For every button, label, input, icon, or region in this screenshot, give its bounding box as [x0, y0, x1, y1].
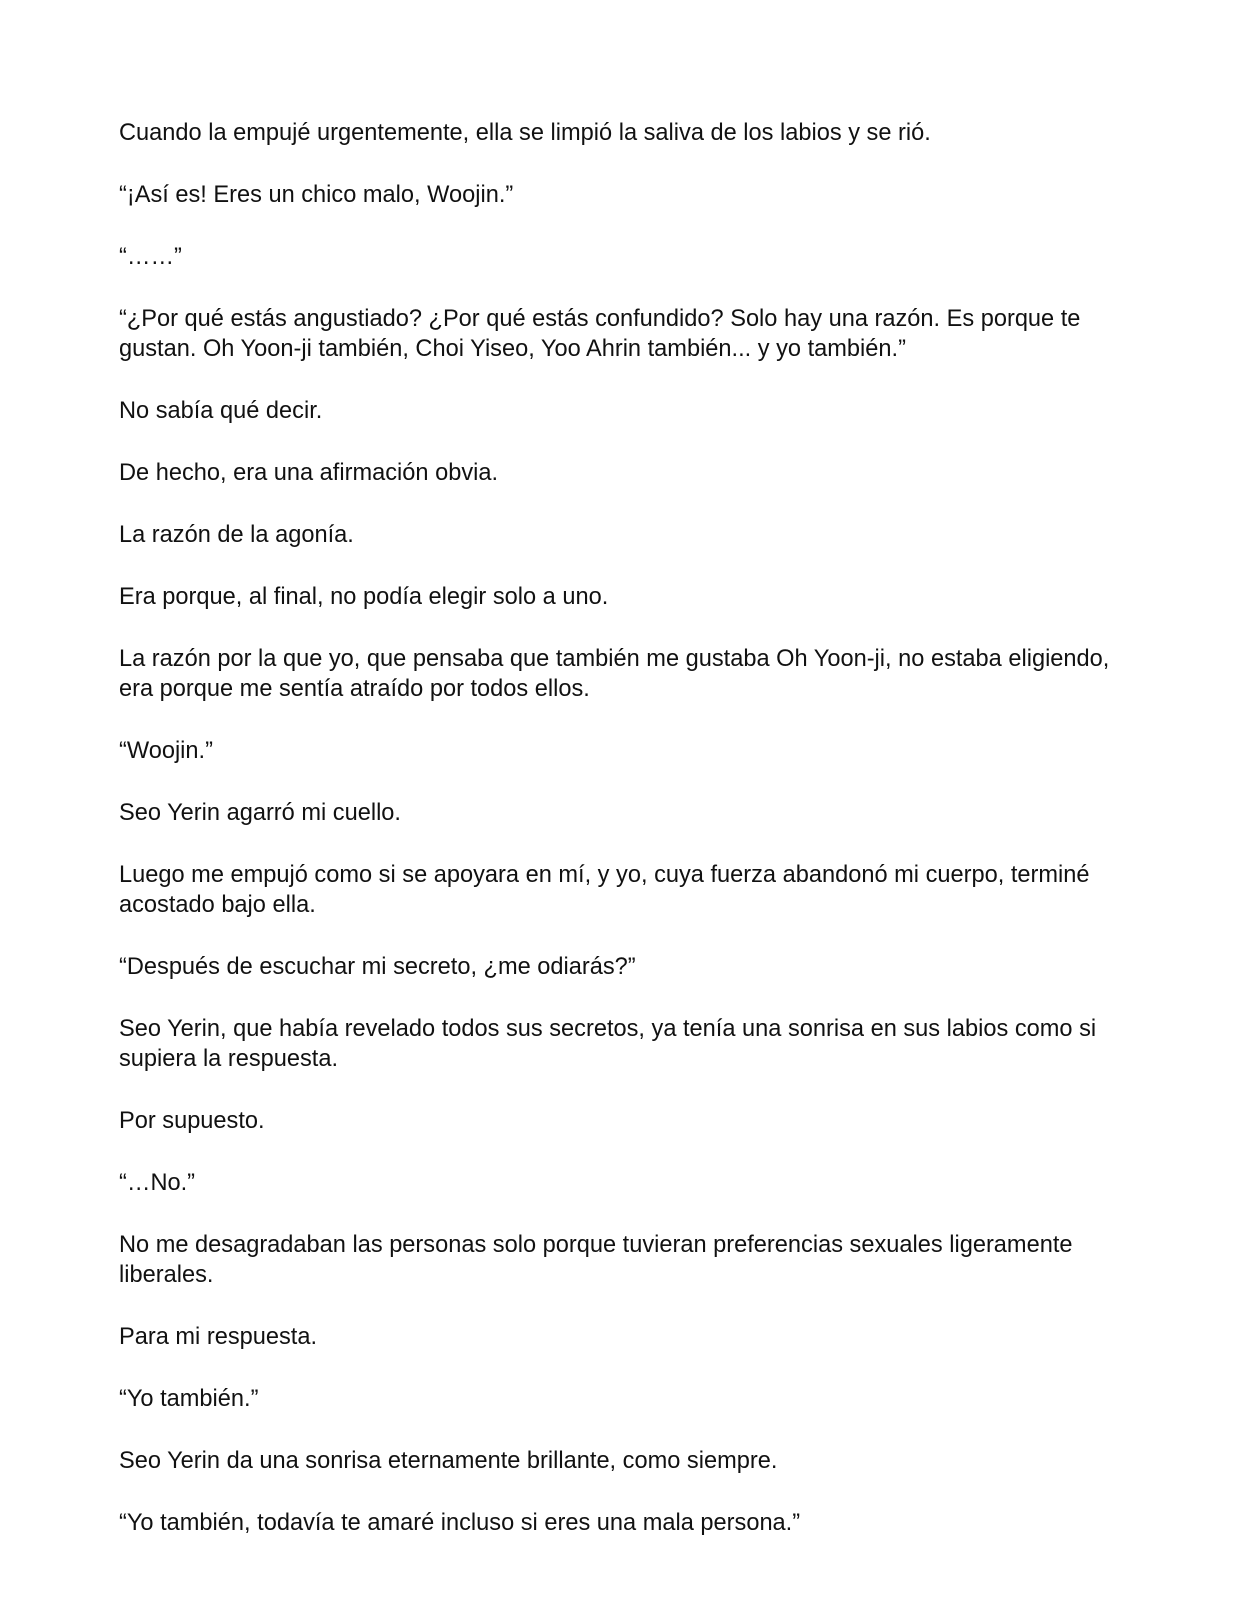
paragraph: Seo Yerin, que había revelado todos sus secretos, ya tenía una sonrisa en sus labios como si supiera la respuesta. [119, 1016, 1097, 1072]
paragraph: De hecho, era una afirmación obvia. [119, 460, 499, 486]
paragraph: Cuando la empujé urgentemente, ella se limpió la saliva de los labios y se rió. [119, 120, 931, 146]
paragraph: “Yo también.” [119, 1386, 259, 1412]
paragraph: Seo Yerin agarró mi cuello. [119, 800, 401, 826]
paragraph: “¡Así es! Eres un chico malo, Woojin.” [119, 182, 514, 208]
paragraph: No me desagradaban las personas solo porque tuvieran preferencias sexuales ligeramente liberales. [119, 1232, 1073, 1288]
paragraph: “Woojin.” [119, 738, 213, 764]
paragraph: Para mi respuesta. [119, 1324, 318, 1350]
paragraph: “……” [119, 244, 182, 270]
paragraph: Luego me empujó como si se apoyara en mí, y yo, cuya fuerza abandonó mi cuerpo, terminé acostado bajo ella. [119, 862, 1090, 918]
paragraph: No sabía qué decir. [119, 398, 323, 424]
body-text [119, 118, 1129, 1570]
paragraph: “Yo también, todavía te amaré incluso si eres una mala persona.” [119, 1510, 801, 1536]
paragraph: “¿Por qué estás angustiado? ¿Por qué estás confundido? Solo hay una razón. Es porque te gustan. Oh Yoon-ji también, Choi Yiseo, Yoo Ahrin también... y yo también.” [119, 306, 1081, 362]
paragraph: La razón por la que yo, que pensaba que también me gustaba Oh Yoon-ji, no estaba eligiendo, era porque me sentía atraído por todos ellos. [119, 646, 1110, 702]
paragraph: Seo Yerin da una sonrisa eternamente brillante, como siempre. [119, 1448, 778, 1474]
paragraph: “Después de escuchar mi secreto, ¿me odiarás?” [119, 954, 636, 980]
paragraph: La razón de la agonía. [119, 522, 354, 548]
paragraph: Por supuesto. [119, 1108, 265, 1134]
paragraph: Era porque, al final, no podía elegir solo a uno. [119, 584, 609, 610]
paragraph: “…No.” [119, 1170, 196, 1196]
